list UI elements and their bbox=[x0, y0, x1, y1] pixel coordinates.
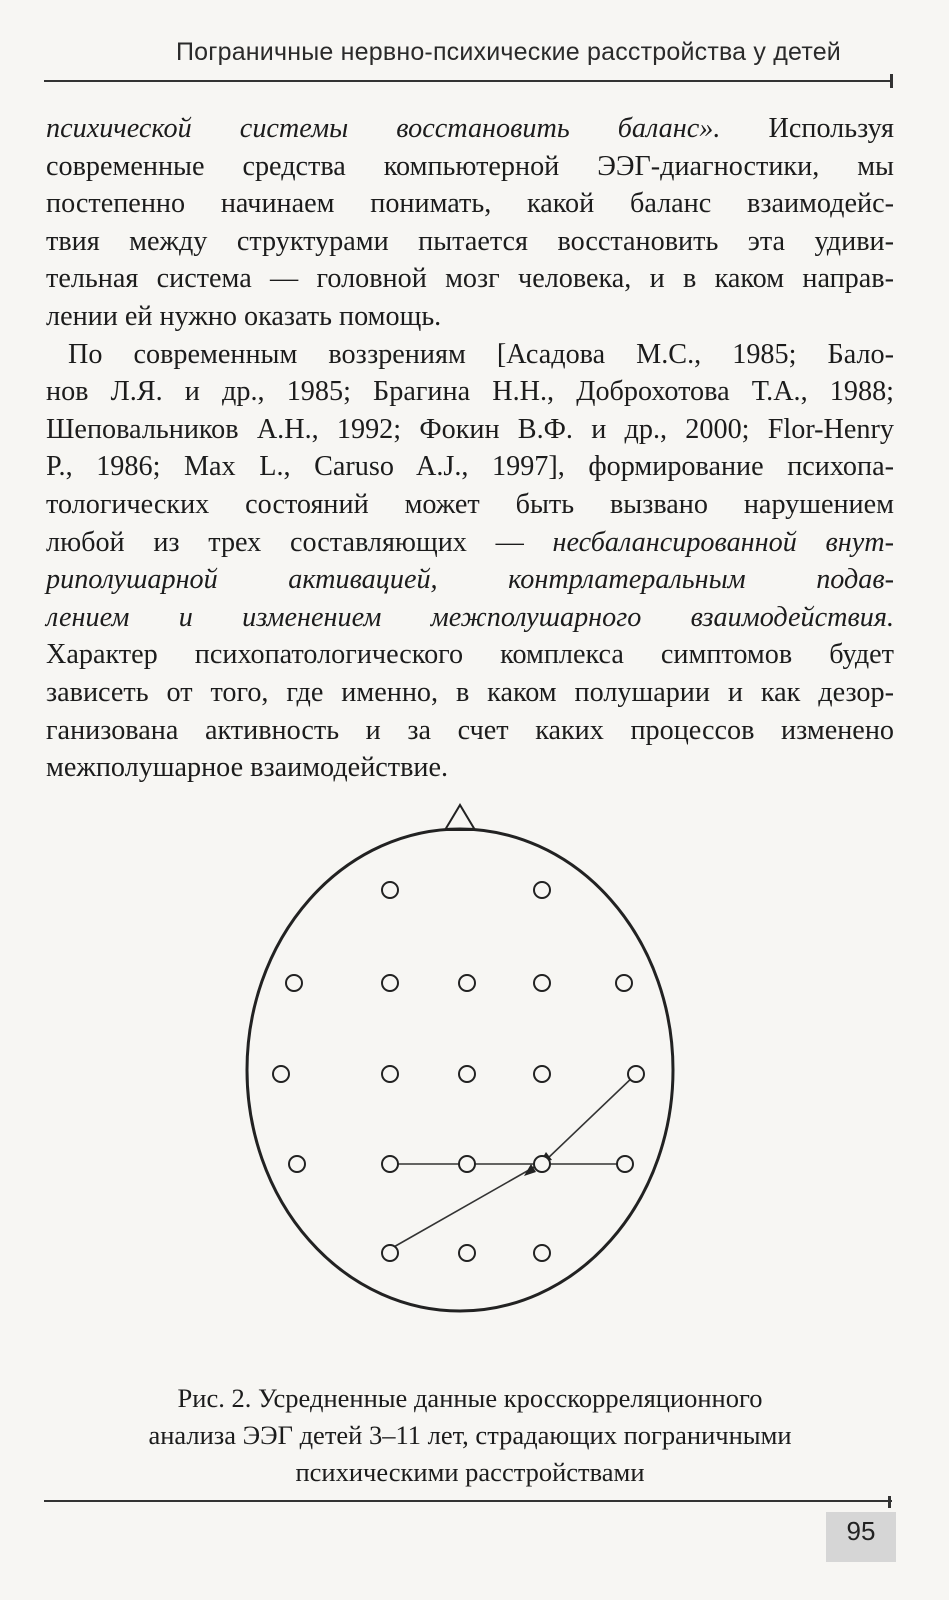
connection-lines bbox=[390, 1074, 636, 1248]
caption-line: психическими расстройствами bbox=[295, 1457, 645, 1487]
running-header: Пограничные нервно-психические расстройства у детей bbox=[176, 38, 841, 66]
body-text bbox=[46, 110, 894, 787]
electrode bbox=[616, 975, 632, 991]
electrode bbox=[628, 1066, 644, 1082]
electrode bbox=[617, 1156, 633, 1172]
electrode bbox=[273, 1066, 289, 1082]
nose-marker bbox=[445, 805, 475, 830]
eeg-head-diagram bbox=[240, 800, 710, 1340]
electrode bbox=[534, 1066, 550, 1082]
italic-fragment: лением и изменением межполушарного взаимодействия. bbox=[46, 601, 894, 633]
text-line: Шеповальников А.Н., 1992; Фокин В.Ф. и др., 2000; Flor-Henry bbox=[46, 413, 894, 445]
text-fragment: Используя bbox=[720, 113, 894, 144]
caption-line: Рис. 2. Усредненные данные кросскорреляционного bbox=[177, 1383, 763, 1413]
text-line: постепенно начинаем понимать, какой баланс взаимодейс- bbox=[46, 188, 894, 220]
text-line: лении ей нужно оказать помощь. bbox=[46, 300, 442, 332]
text-line bbox=[46, 524, 894, 562]
italic-fragment: психической системы восстановить баланс». bbox=[46, 113, 721, 144]
paragraph-2 bbox=[46, 336, 894, 787]
text-line: По современным воззрениям [Асадова М.С., 1985; Бало- bbox=[68, 338, 894, 370]
electrode bbox=[534, 1245, 550, 1261]
text-line bbox=[46, 599, 894, 637]
header-rule-end bbox=[890, 74, 893, 88]
caption-line: анализа ЭЭГ детей 3–11 лет, страдающих пограничными bbox=[148, 1420, 792, 1450]
electrode bbox=[289, 1156, 305, 1172]
electrode bbox=[534, 975, 550, 991]
electrode bbox=[286, 975, 302, 991]
electrode bbox=[382, 975, 398, 991]
eeg-head-svg bbox=[240, 800, 710, 1340]
page-number: 95 bbox=[846, 1516, 876, 1546]
electrode bbox=[459, 1066, 475, 1082]
header-rule bbox=[44, 80, 892, 82]
electrodes bbox=[273, 882, 644, 1261]
text-line: тологических состояний может быть вызвано нарушением bbox=[46, 488, 894, 520]
text-line: твия между структурами пытается восстановить эта удиви- bbox=[46, 225, 894, 257]
text-line: тельная система — головной мозг человека, и в каком направ- bbox=[46, 263, 894, 295]
electrode bbox=[459, 1156, 475, 1172]
text-line bbox=[46, 561, 894, 599]
italic-fragment: риполушарной активацией, контрлатеральным подав- bbox=[46, 564, 894, 596]
text-line: межполушарное взаимодействие. bbox=[46, 752, 449, 784]
text-line: Характер психопатологического комплекса симптомов будет bbox=[46, 639, 894, 671]
text-line: современные средства компьютерной ЭЭГ-диагностики, мы bbox=[46, 150, 894, 182]
italic-fragment: несбалансированной внут- bbox=[552, 526, 894, 558]
electrode bbox=[382, 882, 398, 898]
text-line bbox=[46, 110, 894, 148]
electrode bbox=[459, 975, 475, 991]
electrode bbox=[382, 1066, 398, 1082]
footer-rule bbox=[44, 1500, 892, 1502]
electrode bbox=[459, 1245, 475, 1261]
text-line: зависеть от того, где именно, в каком полушарии и как дезор- bbox=[46, 676, 894, 708]
text-line: нов Л.Я. и др., 1985; Брагина Н.Н., Доброхотова Т.А., 1988; bbox=[46, 376, 894, 408]
connection-line bbox=[546, 1074, 636, 1160]
text-fragment: любой из трех составляющих — bbox=[46, 526, 553, 558]
figure-caption bbox=[46, 1380, 894, 1491]
electrode bbox=[534, 882, 550, 898]
text-line: ганизована активность и за счет каких процессов изменено bbox=[46, 714, 894, 746]
electrode bbox=[382, 1156, 398, 1172]
connection-line bbox=[392, 1166, 536, 1248]
electrode bbox=[534, 1156, 550, 1172]
electrode bbox=[382, 1245, 398, 1261]
text-line: P., 1986; Max L., Caruso A.J., 1997], формирование психопа- bbox=[46, 451, 894, 483]
paragraph-1 bbox=[46, 110, 894, 336]
footer-rule-end bbox=[888, 1496, 891, 1508]
